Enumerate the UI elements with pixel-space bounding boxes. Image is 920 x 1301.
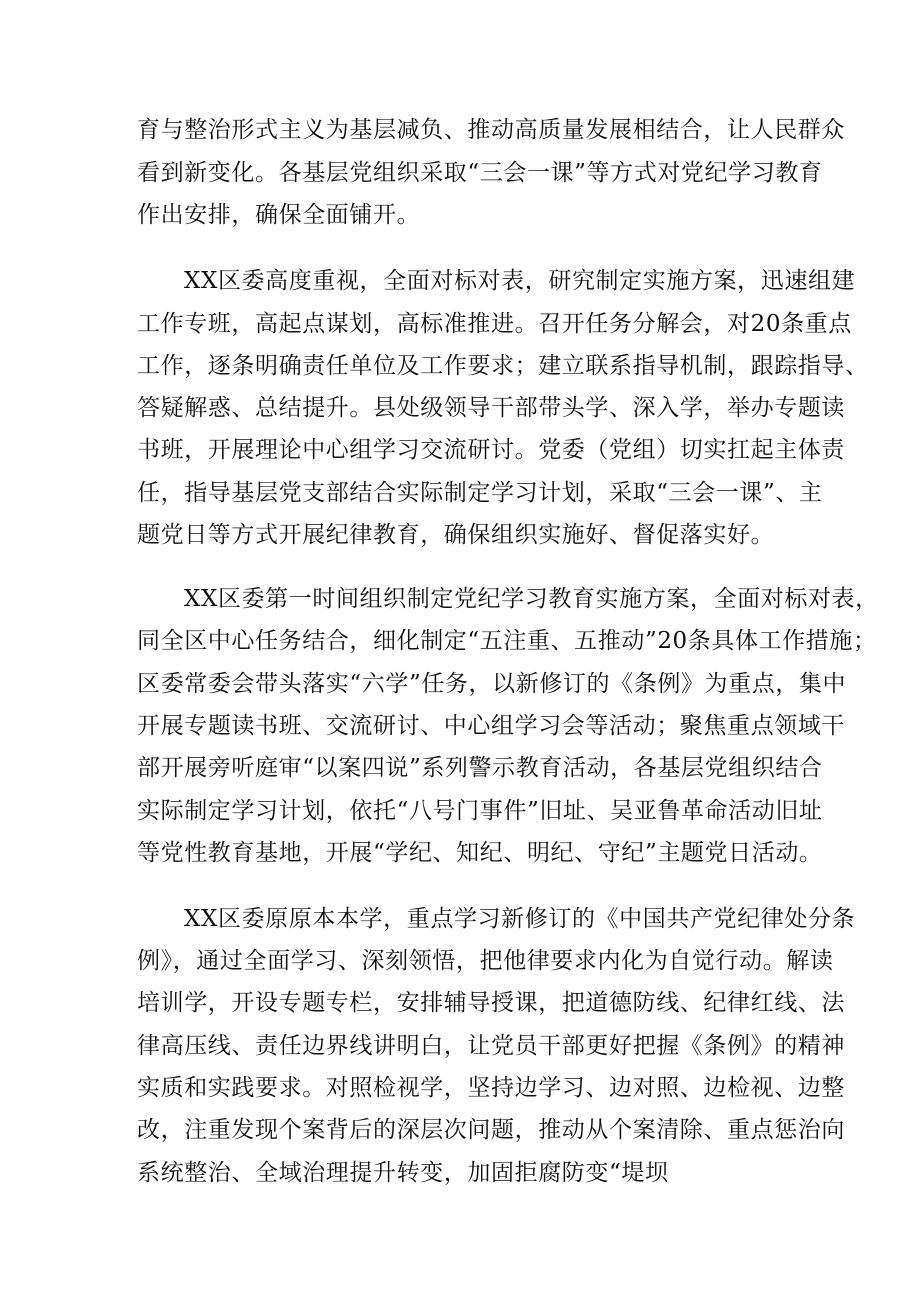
text-line: 同全区中心任务结合，细化制定“五注重、五推动”20条具体工作措施； — [137, 628, 877, 654]
text-line: 开展专题读书班、交流研讨、中心组学习会等活动；聚焦重点领域干 — [137, 713, 845, 739]
text-line: 工作，逐条明确责任单位及工作要求；建立联系指导机制，跟踪指导、 — [137, 353, 869, 379]
text-line: 等党性教育基地，开展“学纪、知纪、明纪、守纪”主题党日活动。 — [137, 840, 823, 866]
text-line: 培训学，开设专题专栏，安排辅导授课，把道德防线、纪律红线、法 — [137, 990, 845, 1016]
text-line: 部开展旁听庭审“以案四说”系列警示教育活动，各基层党组织结合 — [137, 755, 823, 781]
text-line: 工作专班，高起点谋划，高标准推进。召开任务分解会，对20条重点 — [137, 311, 852, 337]
text-line: 题党日等方式开展纪律教育，确保组织实施好、督促落实好。 — [137, 522, 775, 548]
text-line: 答疑解惑、总结提升。县处级领导干部带头学、深入学，举办专题读 — [137, 395, 845, 421]
text-line: 看到新变化。各基层党组织采取“三会一课”等方式对党纪学习教育 — [137, 160, 823, 186]
text-line: 例》，通过全面学习、深刻领悟，把他律要求内化为自觉行动。解读 — [137, 948, 834, 974]
text-line: XX区委第一时间组织制定党纪学习教育实施方案，全面对标对表， — [184, 586, 879, 612]
text-line: XX区委原原本本学，重点学习新修订的《中国共产党纪律处分条 — [184, 906, 856, 932]
text-line: 实际制定学习计划，依托“八号门事件”旧址、吴亚鲁革命活动旧址 — [137, 798, 823, 824]
text-line: 区委常委会带头落实“六学”任务，以新修订的《条例》为重点，集中 — [137, 671, 847, 697]
text-line: 律高压线、责任边界线讲明白，让党员干部更好把握《条例》的精神 — [137, 1033, 845, 1059]
text-line: 任，指导基层党支部结合实际制定学习计划，采取“三会一课”、主 — [137, 480, 823, 506]
text-line: 系统整治、全域治理提升转变，加固拒腐防变“堤坝 — [137, 1160, 669, 1186]
text-line: 育与整治形式主义为基层减负、推动高质量发展相结合，让人民群众 — [137, 117, 845, 143]
text-line: 书班，开展理论中心组学习交流研讨。党委（党组）切实扛起主体责 — [137, 437, 845, 463]
text-line: XX区委高度重视，全面对标对表，研究制定实施方案，迅速组建 — [184, 268, 856, 294]
text-line: 作出安排，确保全面铺开。 — [137, 202, 421, 228]
text-line: 改，注重发现个案背后的深层次问题，推动从个案清除、重点惩治向 — [137, 1117, 845, 1143]
text-line: 实质和实践要求。对照检视学，坚持边学习、边对照、边检视、边整 — [137, 1075, 845, 1101]
